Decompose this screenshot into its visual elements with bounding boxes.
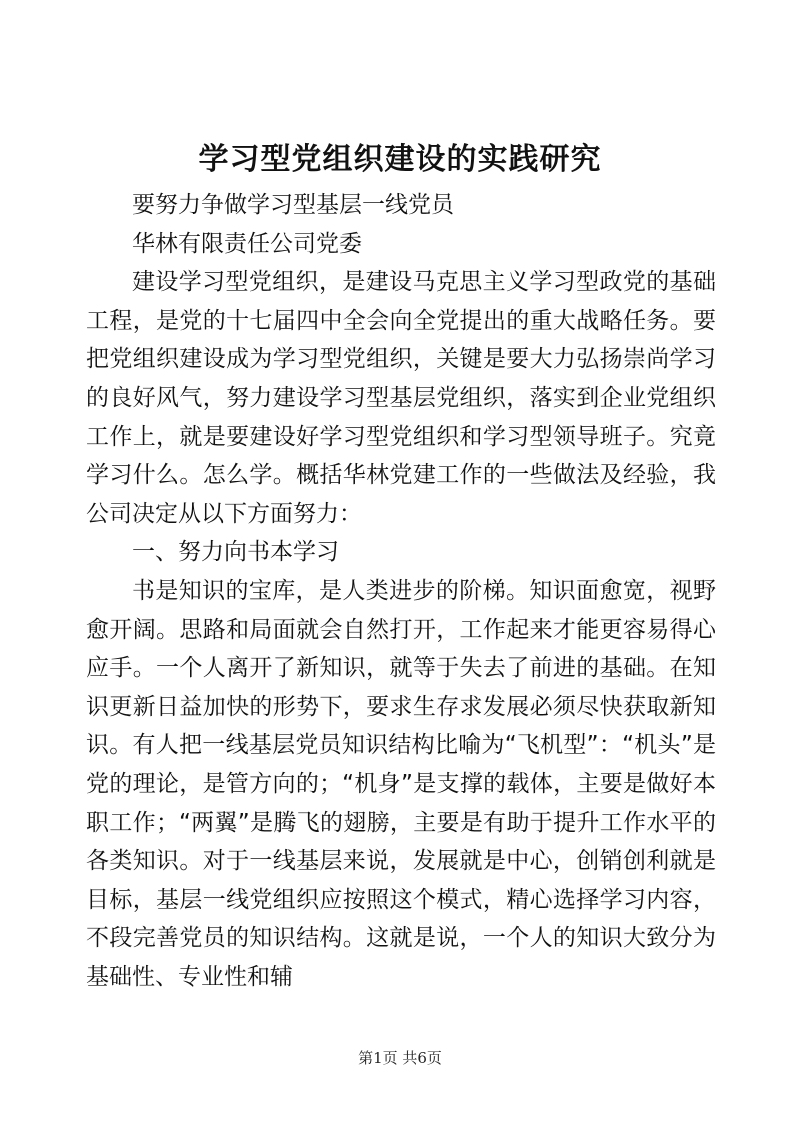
section-paragraph: 书是知识的宝库，是人类进步的阶梯。知识面愈宽，视野愈开阔。思路和局面就会自然打开，工作起来才能更容易得心应手。一个人离开了新知识，就等于失去了前进的基础。在知识更新日益加快的形势下，要求生存求发展必须尽快获取新知识。有人把一线基层党员知识结构比喻为“飞机型”：“机头”是党的理论，是管方向的；“机身”是支撑的载体，主要是做好本职工作；“两翼”是腾飞的翅膀，主要是有助于提升工作水平的各类知识。对于一线基层来说，发展就是中心，创销创利就是目标，基层一线党组织应按照这个模式，精心选择学习内容，不段完善党员的知识结构。这就是说，一个人的知识大致分为基础性、专业性和辅 [86,577,716,990]
document-title: 学习型党组织建设的实践研究 [198,142,602,177]
subtitle-paragraph: 要努力争做学习型基层一线党员 [132,192,454,218]
organization-paragraph: 华林有限责任公司党委 [132,230,362,257]
page-footer: 第1页 共6页 [358,1049,442,1067]
document-body [86,186,716,996]
intro-paragraph: 建设学习型党组织，是建设马克思主义学习型政党的基础工程，是党的十七届四中全会向全党提出的重大战略任务。要把党组织建设成为学习型党组织，关键是要大力弘扬崇尚学习的良好风气，努力建设学习型基层党组织，落实到企业党组织工作上，就是要建设好学习型党组织和学习型领导班子。究竟学习什么。怎么学。概括华林党建工作的一些做法及经验，我公司决定从以下方面努力： [86,269,716,527]
section-heading: 一、努力向书本学习 [132,539,339,566]
